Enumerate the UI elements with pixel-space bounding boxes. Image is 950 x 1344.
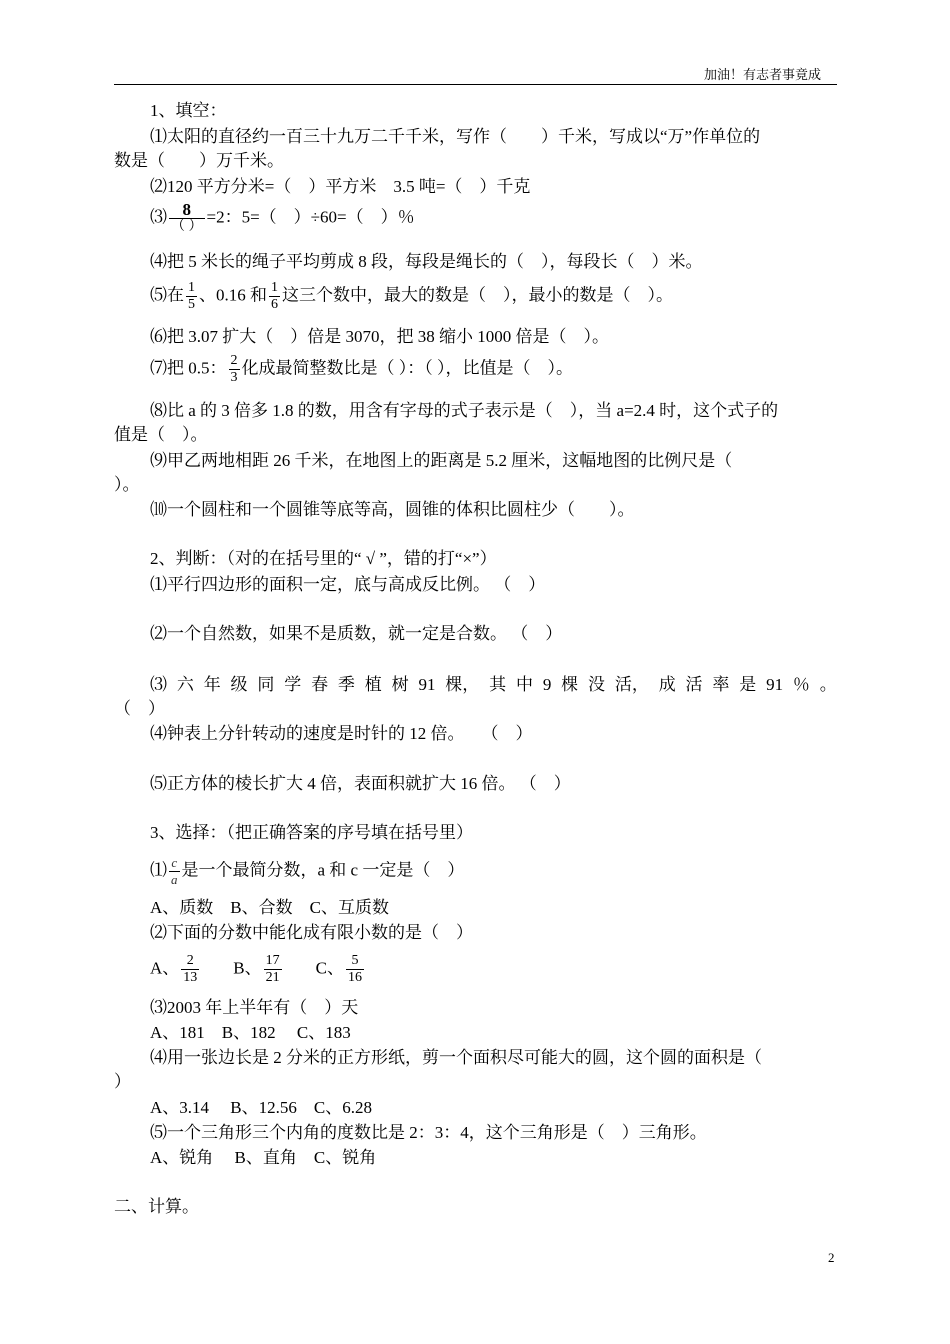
s3-q2: ⑵下面的分数中能化成有限小数的是（ ） — [150, 923, 473, 942]
s1-q8-line1: ⑻比 a 的 3 倍多 1.8 的数，用含有字母的式子表示是（ ），当 a=2.4 时，这个式子的 — [150, 401, 779, 420]
s3-q5: ⑸一个三角形三个内角的度数比是 2：3：4，这个三角形是（ ）三角形。 — [150, 1123, 707, 1142]
fraction-c-over-a: $\frac{c}{a}$ — [171, 855, 178, 887]
s1-q1-line1: ⑴太阳的直径约一百三十九万二千千米，写作（ ）千米，写成以“万”作单位的 — [150, 127, 761, 146]
s3-q4-options: A、3.14 B、12.56 C、6.28 — [150, 1098, 372, 1117]
page-number: 2 — [828, 1250, 835, 1265]
s3-q5-options: A、锐角 B、直角 C、锐角 — [150, 1148, 377, 1167]
s2-q2: ⑵一个自然数，如果不是质数，就一定是合数。 （ ） — [150, 624, 563, 643]
section-1-title: 1、填空： — [150, 101, 227, 120]
s1-q9-line2: ）。 — [114, 475, 140, 494]
s2-q4: ⑷钟表上分针转动的速度是时针的 12 倍。 （ ） — [150, 724, 533, 743]
s3-q3-options: A、181 B、182 C、183 — [150, 1023, 351, 1042]
s1-q7: ⑺把 0.5： $\frac{2}{3}$ 化成最简整数比是（ ）：（ ），比值是（ ）。 — [150, 353, 573, 385]
fraction-1-5: $\frac{1}{5}$ — [188, 280, 195, 312]
fraction-2-3: $\frac{2}{3}$ — [230, 353, 238, 385]
s1-q2: ⑵120 平方分米=（ ）平方米 3.5 吨=（ ）千克 — [150, 177, 531, 196]
s1-q5: ⑸在 $\frac{1}{5}$ 、0.16 和 $\frac{1}{6}$ 这三个数中，最大的数是（ ），最小的数是（ ）。 — [150, 280, 673, 312]
s1-q4: ⑷把 5 米长的绳子平均剪成 8 段，每段是绳长的（ ），每段长（ ）米。 — [150, 252, 703, 271]
s2-q1: ⑴平行四边形的面积一定，底与高成反比例。 （ ） — [150, 575, 546, 594]
s3-q1-options: A、质数 B、合数 C、互质数 — [150, 898, 389, 917]
fraction-17-21: $\frac{17}{21}$ — [265, 953, 280, 985]
s1-q1-line2: 数是（ ）万千米。 — [114, 151, 284, 170]
fraction-8-over-blank: 8 （ ） — [171, 200, 203, 234]
s3-q4-line1: ⑷用一张边长是 2 分米的正方形纸，剪一个面积尽可能大的圆，这个圆的面积是（ — [150, 1048, 762, 1067]
s2-q3-line2: （ ） — [114, 699, 165, 718]
s3-q3: ⑶2003 年上半年有（ ）天 — [150, 998, 359, 1017]
s1-q9-line1: ⑼甲乙两地相距 26 千米，在地图上的距离是 5.2 厘米，这幅地图的比例尺是（ — [150, 451, 733, 470]
fraction-1-6: $\frac{1}{6}$ — [271, 280, 278, 312]
s3-q2-options: A、 $\frac{2}{13}$ B、 $\frac{17}{21}$ C、 $\frac{5}{16}$ — [150, 953, 362, 985]
header-divider — [114, 84, 837, 85]
s3-q4-line2: ） — [114, 1072, 131, 1091]
s1-q3: ⑶ 8 （ ） =2：5=（ ）÷60=（ ）％ — [150, 200, 415, 234]
section-3-title: 3、选择：（把正确答案的序号填在括号里） — [150, 823, 473, 842]
fraction-5-16: $\frac{5}{16}$ — [347, 953, 362, 985]
s3-q1: ⑴ $\frac{c}{a}$ 是一个最简分数，a 和 c 一定是（ ） — [150, 855, 465, 887]
s2-q5: ⑸正方体的棱长扩大 4 倍，表面积就扩大 16 倍。 （ ） — [150, 774, 571, 793]
s1-q6: ⑹把 3.07 扩大（ ）倍是 3070，把 38 缩小 1000 倍是（ ）。 — [150, 327, 609, 346]
s1-q8-line2: 值是（ ）。 — [114, 425, 208, 444]
section-2-title: 2、判断：（对的在括号里的“ √ ”，错的打“×”） — [150, 549, 497, 568]
fraction-2-13: $\frac{2}{13}$ — [183, 953, 198, 985]
s2-q3-line1: ⑶ 六 年 级 同 学 春 季 植 树 91 棵， 其 中 9 棵 没 活， 成 活 率 是 91 ％ 。 — [150, 675, 837, 694]
page-header: 加油！有志者事竟成 — [704, 67, 822, 82]
s1-q10: ⑽一个圆柱和一个圆锥等底等高，圆锥的体积比圆柱少（ ）。 — [150, 500, 635, 519]
section-calc-title: 二、计算。 — [114, 1197, 199, 1216]
